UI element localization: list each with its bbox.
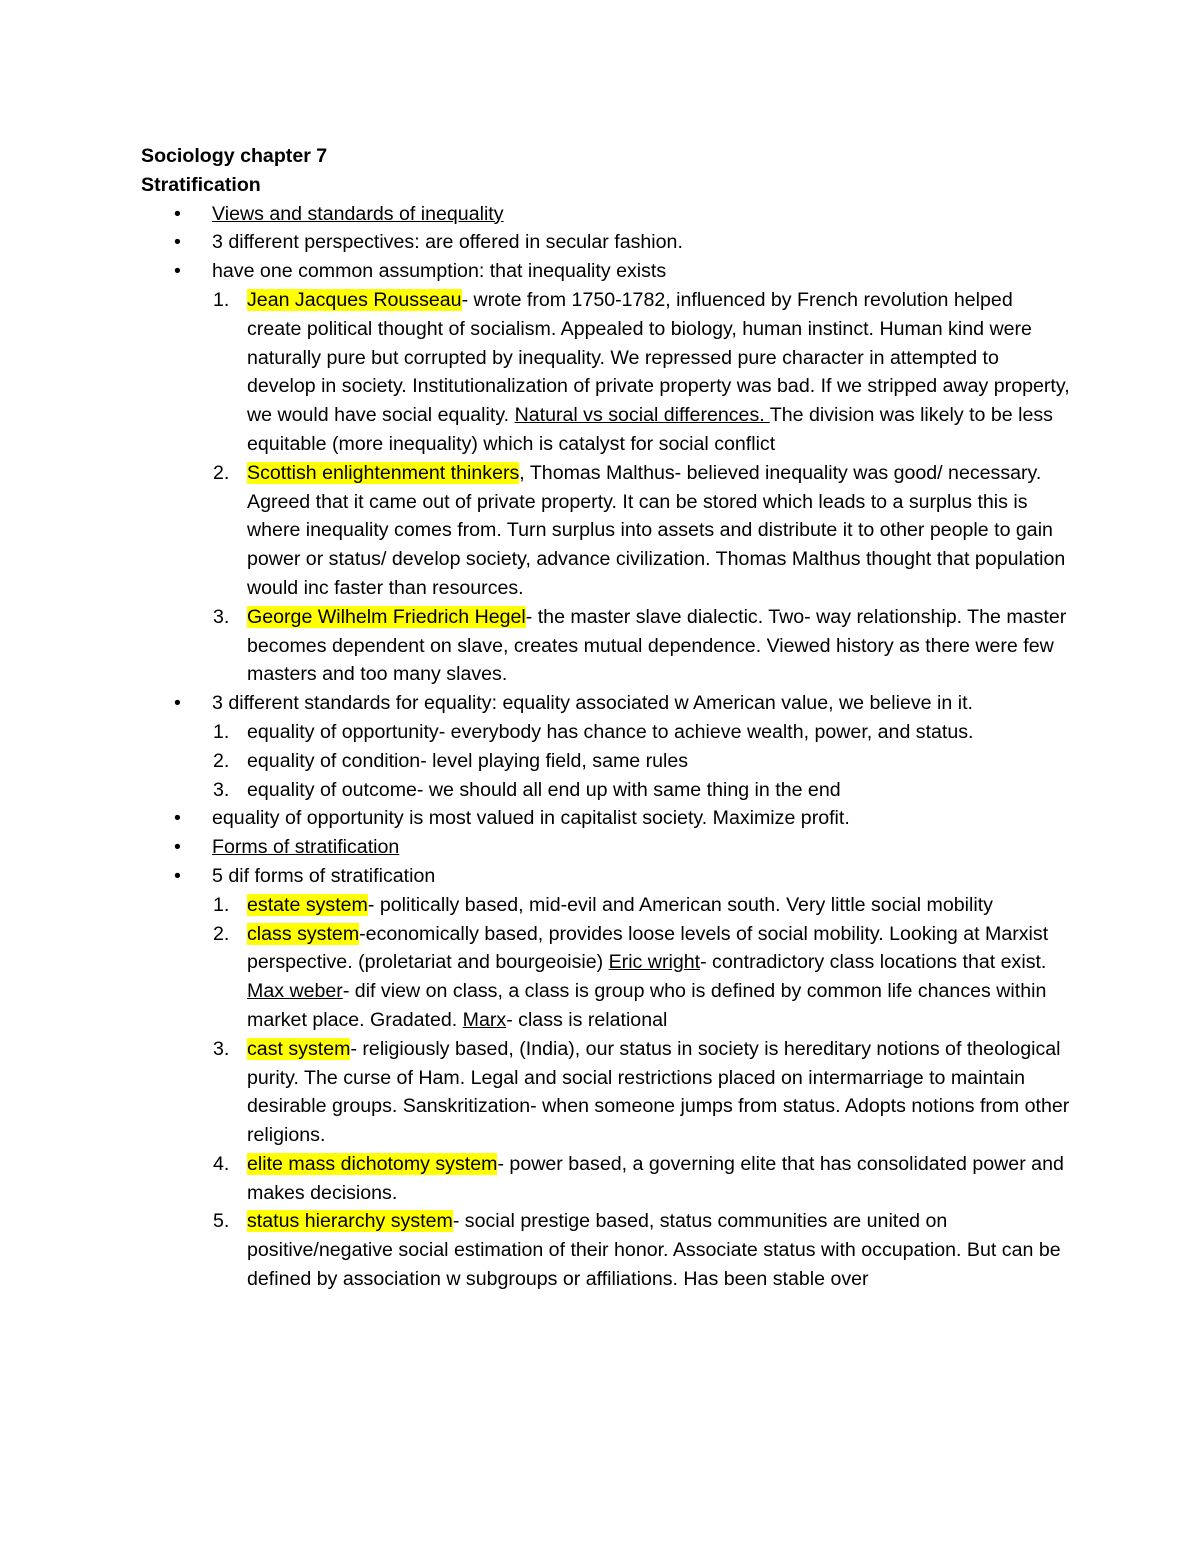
number-marker: 3. — [213, 778, 230, 801]
document-title: Sociology chapter 7 — [141, 145, 328, 167]
number-marker: 3. — [213, 605, 230, 628]
bullet-item — [141, 804, 1071, 833]
bullet-item — [141, 689, 1071, 718]
item-text — [212, 807, 850, 829]
text-run: - politically based, mid-evil and American south. Very little social mobility — [367, 893, 993, 916]
bullet-marker: • — [174, 807, 181, 830]
underlined-text: Marx — [462, 1008, 507, 1031]
bullet-marker: • — [174, 864, 181, 887]
text-run: - contradictory class locations that exist. — [700, 951, 1047, 974]
text-run: - social prestige based, status communities are united on positive/negative social estimation of their honor. Associate status with occupation. But can be defined by association w subgroups or affiliations. Has been stable over — [247, 1210, 1061, 1291]
item-text — [247, 606, 1066, 686]
bullet-marker: • — [174, 231, 181, 254]
text-run: - wrote from 1750-1782, influenced by French revolution helped create political thought of socialism. Appealed to biology, human instinct. Human kind were naturally pure but corrupted by inequality. We repressed pure character in attempted to develop in society. Institutionalization of private property was bad. If we stripped away property, we would have social equality. — [247, 288, 1070, 427]
highlighted-term: elite mass dichotomy system — [247, 1152, 498, 1175]
numbered-item — [141, 286, 1071, 459]
item-text — [212, 865, 435, 887]
numbered-item — [141, 459, 1071, 603]
underlined-text: Natural vs social differences. — [514, 404, 770, 427]
item-text — [247, 721, 974, 743]
bullet-item — [141, 200, 1071, 229]
item-text — [212, 260, 666, 282]
numbered-item — [141, 776, 1071, 805]
text-run: - the master slave dialectic. Two- way relationship. The master becomes dependent on slave, creates mutual dependence. Viewed history as there were few masters and too many slaves. — [247, 605, 1067, 686]
numbered-item — [141, 1207, 1071, 1293]
text-run: - class is relational — [506, 1008, 668, 1031]
bullet-marker: • — [174, 836, 181, 859]
highlighted-term: Jean Jacques Rousseau — [247, 288, 462, 311]
notes-list — [141, 200, 1071, 1294]
text-run: equality of condition- level playing field, same rules — [247, 749, 689, 772]
text-run: 3 different standards for equality: equality associated w American value, we believe in it. — [212, 692, 973, 715]
number-marker: 3. — [213, 1037, 230, 1060]
number-marker: 2. — [213, 749, 230, 772]
text-run: have one common assumption: that inequality exists — [212, 260, 667, 283]
underlined-text: Eric wright — [608, 951, 701, 974]
number-marker: 1. — [213, 288, 230, 311]
highlighted-term: George Wilhelm Friedrich Hegel — [247, 605, 526, 628]
bullet-marker: • — [174, 202, 181, 225]
highlighted-term: status hierarchy system — [247, 1210, 453, 1233]
bullet-item — [141, 833, 1071, 862]
numbered-item — [141, 603, 1071, 689]
numbered-item — [141, 920, 1071, 1035]
item-text — [247, 1153, 1064, 1204]
highlighted-term: class system — [247, 922, 360, 945]
number-marker: 2. — [213, 922, 230, 945]
numbered-item — [141, 891, 1071, 920]
underlined-text: Views and standards of inequality — [212, 202, 504, 225]
text-run: - religiously based, (India), our status in society is hereditary notions of theological purity. The curse of Ham. Legal and social restrictions placed on intermarriage to maintain desirable groups. Sanskritization- when someone jumps from status. Adopts notions from other religions. — [247, 1037, 1070, 1147]
numbered-item — [141, 747, 1071, 776]
item-text — [247, 779, 841, 801]
text-run: equality of opportunity- everybody has chance to achieve wealth, power, and status. — [247, 720, 974, 743]
bullet-item — [141, 862, 1071, 891]
text-run: -economically based, provides loose levels of social mobility. Looking at Marxist perspective. (proletariat and bourgeoisie) — [247, 922, 1049, 974]
document-content — [141, 142, 1071, 1294]
text-run: - dif view on class, a class is group who is defined by common life chances within market place. Gradated. — [247, 980, 1047, 1031]
text-run: equality of outcome- we should all end up with same thing in the end — [247, 778, 841, 801]
bullet-item — [141, 228, 1071, 257]
number-marker: 5. — [213, 1210, 230, 1233]
underlined-text: Max weber — [247, 980, 343, 1003]
number-marker: 4. — [213, 1152, 230, 1175]
numbered-item — [141, 1150, 1071, 1208]
item-text — [247, 289, 1070, 455]
item-text — [212, 231, 683, 253]
highlighted-term: Scottish enlightenment thinkers — [247, 461, 520, 484]
text-run: - power based, a governing elite that has consolidated power and makes decisions. — [247, 1152, 1064, 1204]
number-marker: 1. — [213, 720, 230, 743]
item-text — [247, 1038, 1069, 1146]
text-run: 3 different perspectives: are offered in secular fashion. — [212, 231, 683, 254]
bullet-marker: • — [174, 260, 181, 283]
highlighted-term: estate system — [247, 893, 368, 916]
number-marker: 2. — [213, 461, 230, 484]
item-text — [212, 836, 399, 858]
item-text — [247, 894, 993, 916]
text-run: 5 dif forms of stratification — [212, 864, 436, 887]
underlined-text: Forms of stratification — [212, 836, 400, 859]
item-text — [212, 203, 504, 225]
numbered-item — [141, 718, 1071, 747]
item-text — [212, 692, 973, 714]
highlighted-term: cast system — [247, 1037, 351, 1060]
item-text — [247, 750, 688, 772]
number-marker: 1. — [213, 893, 230, 916]
text-run: The division was likely to be less equitable (more inequality) which is catalyst for social conflict — [247, 404, 1053, 455]
bullet-item — [141, 257, 1071, 286]
item-text — [247, 923, 1048, 1031]
text-run: equality of opportunity is most valued in capitalist society. Maximize profit. — [212, 807, 850, 830]
bullet-marker: • — [174, 692, 181, 715]
text-run: , Thomas Malthus- believed inequality was good/ necessary. Agreed that it came out of private property. It can be stored which leads to a surplus this is where inequality comes from. Turn surplus into assets and distribute it to other people to gain power or status/ develop society, advance civilization. Thomas Malthus thought that population would inc faster than resources. — [247, 461, 1066, 599]
document-subtitle: Stratification — [141, 173, 261, 196]
item-text — [247, 462, 1065, 599]
numbered-item — [141, 1035, 1071, 1150]
item-text — [247, 1210, 1061, 1290]
